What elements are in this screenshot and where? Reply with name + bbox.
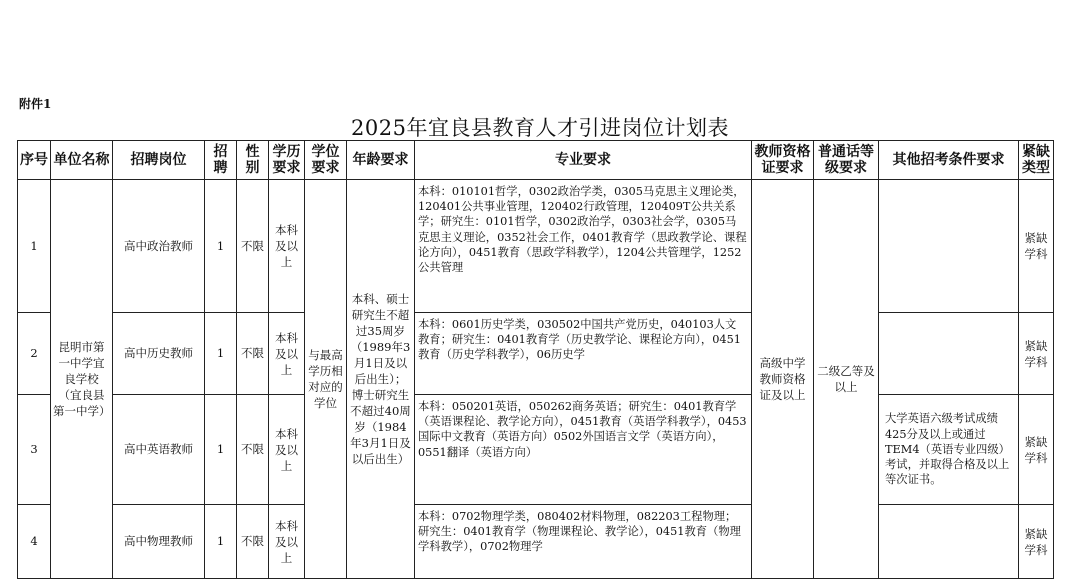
recruitment-table bbox=[17, 140, 1054, 579]
shortage-cell: 紧缺学科 bbox=[1019, 313, 1054, 395]
other-cell: 大学英语六级考试成绩425分及以上或通过TEM4（英语专业四级）考试，并取得合格及以上等次证书。 bbox=[879, 395, 1019, 505]
table-row bbox=[18, 313, 1054, 395]
header-shortage: 紧缺类型 bbox=[1019, 141, 1054, 180]
education-cell: 本科及以上 bbox=[269, 505, 305, 579]
major-cell: 本科：0702物理学类，080402材料物理，082203工程物理；研究生：0401教育学（物理课程论、教学论），0451教育（物理学科教学），0702物理学 bbox=[415, 505, 752, 579]
header-major: 专业要求 bbox=[415, 141, 752, 180]
gender-cell: 不限 bbox=[237, 505, 269, 579]
other-cell bbox=[879, 313, 1019, 395]
count-cell: 1 bbox=[205, 395, 237, 505]
header-other: 其他招考条件要求 bbox=[879, 141, 1019, 180]
shortage-cell: 紧缺学科 bbox=[1019, 395, 1054, 505]
header-seq: 序号 bbox=[18, 141, 51, 180]
major-cell: 本科：010101哲学，0302政治学类，0305马克思主义理论类，120401公共事业管理，120402行政管理，120409T公共关系学；研究生：0101哲学，0302政治学，0303社会学，0305马克思主义理论，0352社会工作，0401教育学（思政教学论、课程论方向），0451教育（思政学科教学），1204公共管理学，1252公共管理 bbox=[415, 180, 752, 313]
gender-cell: 不限 bbox=[237, 313, 269, 395]
education-cell: 本科及以上 bbox=[269, 313, 305, 395]
position-cell: 高中政治教师 bbox=[113, 180, 205, 313]
position-cell: 高中物理教师 bbox=[113, 505, 205, 579]
count-cell: 1 bbox=[205, 313, 237, 395]
unit-cell: 昆明市第一中学宜良学校（宜良县第一中学） bbox=[51, 180, 113, 579]
header-education: 学历要求 bbox=[269, 141, 305, 180]
attachment-label: 附件1 bbox=[19, 97, 52, 111]
seq-cell: 2 bbox=[18, 313, 51, 395]
header-teacher-cert: 教师资格证要求 bbox=[752, 141, 814, 180]
header-count: 招聘 bbox=[205, 141, 237, 180]
mandarin-cell: 二级乙等及以上 bbox=[814, 180, 879, 579]
gender-cell: 不限 bbox=[237, 180, 269, 313]
count-cell: 1 bbox=[205, 505, 237, 579]
teacher-cert-cell: 高级中学教师资格证及以上 bbox=[752, 180, 814, 579]
seq-cell: 1 bbox=[18, 180, 51, 313]
other-cell bbox=[879, 180, 1019, 313]
header-mandarin: 普通话等级要求 bbox=[814, 141, 879, 180]
gender-cell: 不限 bbox=[237, 395, 269, 505]
position-cell: 高中历史教师 bbox=[113, 313, 205, 395]
page-title: 2025年宜良县教育人才引进岗位计划表 bbox=[351, 116, 729, 140]
table-row bbox=[18, 505, 1054, 579]
other-cell bbox=[879, 505, 1019, 579]
header-gender: 性别 bbox=[237, 141, 269, 180]
header-row bbox=[18, 141, 1054, 180]
major-cell: 本科：050201英语，050262商务英语；研究生：0401教育学（英语课程论、教学论方向），0451教育（英语学科教学），0453国际中文教育（英语方向）0502外国语言文学（英语方向），0551翻译（英语方向） bbox=[415, 395, 752, 505]
header-age: 年龄要求 bbox=[347, 141, 415, 180]
major-cell: 本科：0601历史学类，030502中国共产党历史，040103人文教育；研究生：0401教育学（历史教学论、课程论方向），0451教育（历史学科教学），06历史学 bbox=[415, 313, 752, 395]
count-cell: 1 bbox=[205, 180, 237, 313]
position-cell: 高中英语教师 bbox=[113, 395, 205, 505]
header-position: 招聘岗位 bbox=[113, 141, 205, 180]
degree-cell: 与最高学历相对应的学位 bbox=[305, 180, 347, 579]
seq-cell: 4 bbox=[18, 505, 51, 579]
seq-cell: 3 bbox=[18, 395, 51, 505]
table-row bbox=[18, 180, 1054, 313]
header-unit: 单位名称 bbox=[51, 141, 113, 180]
shortage-cell: 紧缺学科 bbox=[1019, 505, 1054, 579]
education-cell: 本科及以上 bbox=[269, 395, 305, 505]
table-row bbox=[18, 395, 1054, 505]
education-cell: 本科及以上 bbox=[269, 180, 305, 313]
header-degree: 学位要求 bbox=[305, 141, 347, 180]
age-cell: 本科、硕士研究生不超过35周岁（1989年3月1日及以后出生）；博士研究生不超过40周岁（1984年3月1日及以后出生） bbox=[347, 180, 415, 579]
shortage-cell: 紧缺学科 bbox=[1019, 180, 1054, 313]
